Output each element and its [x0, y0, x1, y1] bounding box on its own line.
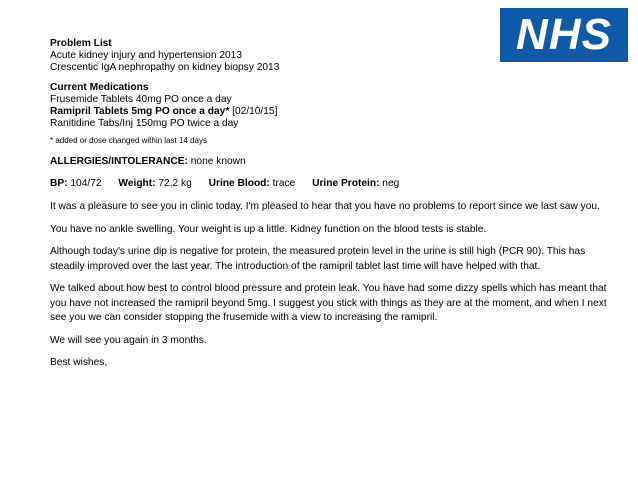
bp-value: 104/72 — [67, 178, 102, 189]
allergies-label: ALLERGIES/INTOLERANCE: — [50, 156, 188, 167]
letter-paragraph: We talked about how best to control blood pressure and protein leak. You have had some dizzy spells which has meant that you have not increased the ramipril beyond 5mg. I suggest you stick with things as they are at the moment, and when I next see you we can consider stopping the frusemide with a view to increasing the ramipril. — [50, 283, 607, 323]
medication-item: Ranitidine Tabs/Inj 150mg PO twice a day — [50, 118, 239, 129]
letter-paragraph: You have no ankle swelling. Your weight is up a little. Kidney function on the blood tests is stable. — [50, 223, 487, 235]
medication-item: Frusemide Tablets 40mg PO once a day — [50, 94, 232, 105]
nhs-logo-text: NHS — [516, 10, 612, 59]
letter-paragraph: Although today's urine dip is negative for protein, the measured protein level in the urine is still high (PCR 90). This has steadily improved over the last year. The introduction of the ramipril tablet last time will have helped with that. — [50, 246, 586, 272]
urine-protein-value: neg — [379, 178, 400, 189]
allergies-line — [50, 156, 610, 168]
medication-footnote: * added or dose changed within last 14 days — [50, 136, 207, 145]
weight-value: 72.2 kg — [155, 178, 192, 189]
vitals-line — [50, 178, 610, 190]
urine-blood-value: trace — [269, 178, 296, 189]
medication-changed-date: [02/10/15] — [229, 106, 278, 117]
problem-list-heading: Problem List — [50, 38, 112, 49]
medication-changed-name: Ramipril Tablets 5mg PO once a day* — [50, 106, 230, 117]
letter-content — [50, 38, 610, 371]
medications-heading: Current Medications — [50, 82, 149, 93]
problem-item: Acute kidney injury and hypertension 2013 — [50, 50, 242, 61]
medication-item — [50, 106, 610, 118]
allergies-value: none known — [187, 156, 246, 167]
letter-signoff: Best wishes, — [50, 357, 108, 368]
letter-paragraph: We will see you again in 3 months. — [50, 334, 207, 346]
urine-blood-label: Urine Blood: — [208, 178, 270, 189]
bp-label: BP: — [50, 178, 68, 189]
urine-protein-label: Urine Protein: — [312, 178, 380, 189]
problem-item: Crescentic IgA nephropathy on kidney biopsy 2013 — [50, 62, 280, 73]
letter-paragraph: It was a pleasure to see you in clinic today. I'm pleased to hear that you have no problems to report since we last saw you. — [50, 201, 600, 212]
weight-label: Weight: — [118, 178, 156, 189]
